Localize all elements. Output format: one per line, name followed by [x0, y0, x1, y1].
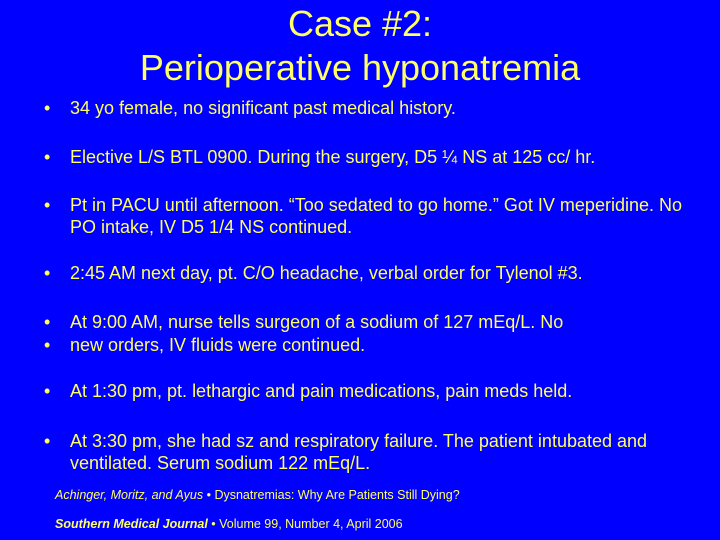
- bullet-item: [44, 97, 704, 119]
- bullet-marker: •: [44, 263, 51, 283]
- bullet-item: [44, 311, 704, 333]
- reference-journal: Southern Medical Journal: [55, 517, 208, 531]
- bullet-item: [44, 380, 704, 402]
- bullet-text: At 9:00 AM, nurse tells surgeon of a sodium of 127 mEq/L. No: [70, 312, 564, 332]
- bullet-text: At 1:30 pm, pt. lethargic and pain medications, pain meds held.: [70, 381, 573, 401]
- bullet-marker: •: [44, 381, 51, 401]
- title-line-2: Perioperative hyponatremia: [139, 47, 581, 88]
- reference-separator: •: [203, 488, 215, 502]
- bullet-text: Pt in PACU until afternoon. “Too sedated to go home.” Got IV meperidine. No PO intake, IV D5 1/4 NS continued.: [70, 195, 682, 237]
- reference-article-title: Dysnatremias: Why Are Patients Still Dying?: [214, 488, 460, 502]
- bullet-item: [44, 194, 704, 238]
- bullet-item: [44, 262, 704, 284]
- bullet-item: [44, 430, 704, 474]
- bullet-text: 2:45 AM next day, pt. C/O headache, verbal order for Tylenol #3.: [70, 263, 583, 283]
- title-line-1: Case #2:: [287, 3, 433, 44]
- bullet-item: [44, 146, 704, 168]
- bullet-marker: •: [44, 431, 51, 451]
- slide-title: [0, 2, 720, 90]
- reference-authors: Achinger, Moritz, and Ayus: [55, 488, 204, 502]
- reference-citation: Volume 99, Number 4, April 2006: [219, 517, 403, 531]
- bullet-text: Elective L/S BTL 0900. During the surgery, D5 ¼ NS at 125 cc/ hr.: [70, 147, 596, 167]
- bullet-marker: •: [44, 335, 51, 355]
- bullet-marker: •: [44, 147, 51, 167]
- bullet-item: [44, 334, 704, 356]
- bullet-marker: •: [44, 312, 51, 332]
- bullet-marker: •: [44, 98, 51, 118]
- bullet-text: At 3:30 pm, she had sz and respiratory failure. The patient intubated and ventilated. Serum sodium 122 mEq/L.: [70, 431, 648, 473]
- reference-line-1: [55, 487, 695, 503]
- reference-separator: •: [207, 517, 220, 531]
- bullet-text: new orders, IV fluids were continued.: [70, 335, 366, 355]
- reference-line-2: [55, 516, 695, 532]
- bullet-text: 34 yo female, no significant past medical history.: [70, 98, 456, 118]
- bullet-marker: •: [44, 195, 51, 215]
